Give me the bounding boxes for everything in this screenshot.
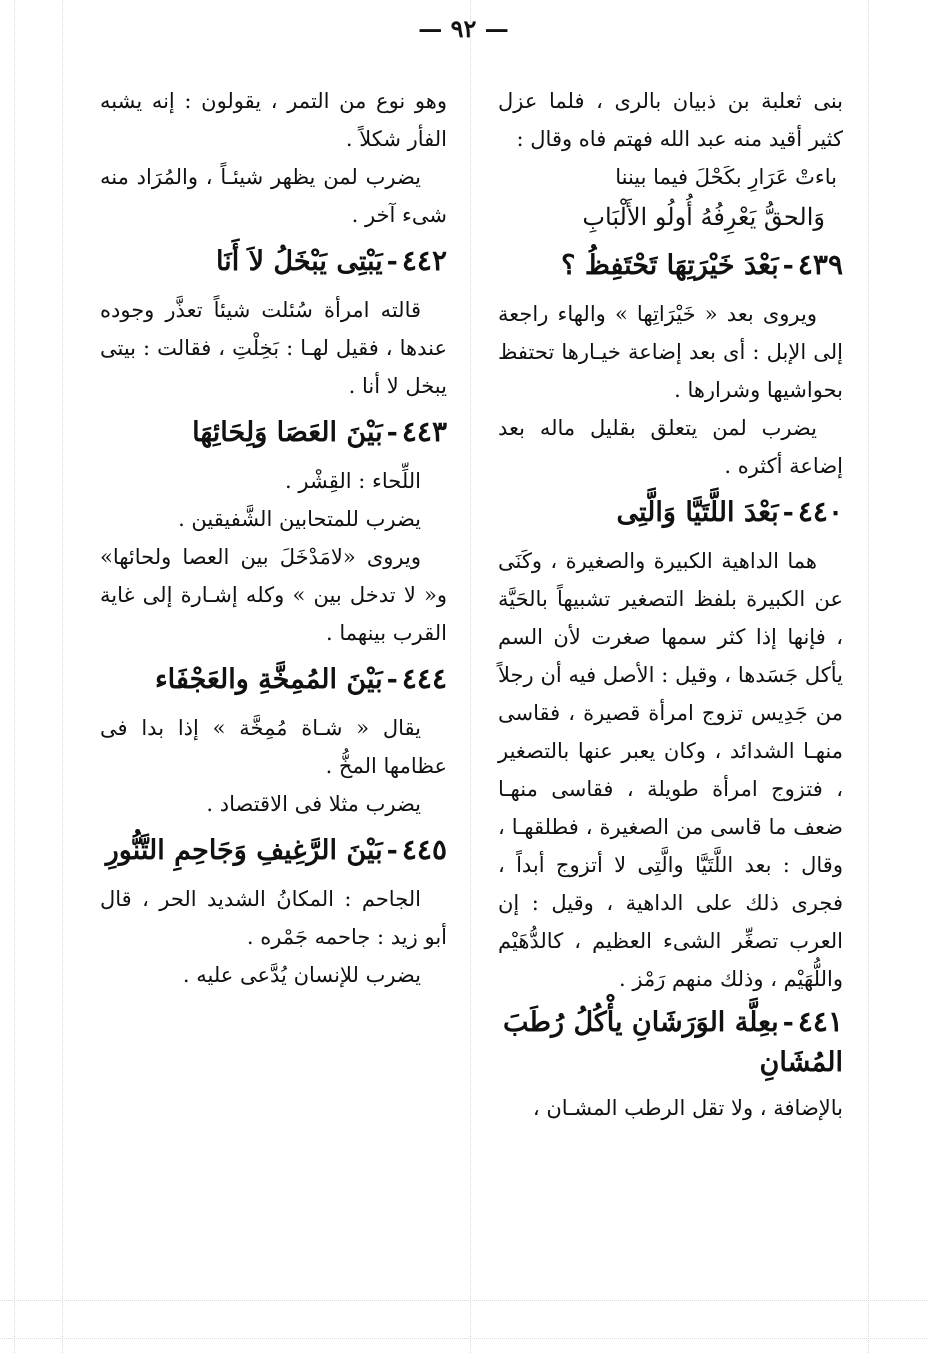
heading-dash: - bbox=[386, 246, 398, 277]
proverb-title: بَيْنَ الرَّغِيفِ وَجَاحِمِ التَّنُّورِ bbox=[105, 835, 383, 866]
proverb-title: بَعْدَ خَيْرَتِهَا تَحْتَفِظُ ؟ bbox=[561, 250, 779, 281]
proverb-title: بَيْنَ المُمِخَّةِ والعَجْفَاء bbox=[154, 664, 383, 695]
heading-dash: - bbox=[782, 250, 794, 281]
proverb-number: ٤٣٩ bbox=[797, 248, 843, 281]
verse-line: باءتْ عَرَارِ بكَحْلَ فيما بيننا bbox=[615, 165, 837, 189]
heading-dash: - bbox=[386, 835, 398, 866]
guide-line bbox=[0, 1338, 927, 1339]
proverb-title: بعِلَّة الوَرَشَانِ يأْكُلُ رُطَبَ المُشَانِ bbox=[503, 1007, 843, 1078]
proverb-heading bbox=[498, 1002, 843, 1083]
paragraph: وهو نوع من التمر ، يقولون : إنه يشبه الفأر شكلاً . bbox=[100, 89, 447, 151]
verse-line: وَالحقُّ يَعْرِفُهُ أُولُو الأَلْبَابِ bbox=[582, 203, 825, 231]
proverb-heading bbox=[100, 409, 447, 456]
paragraph: ويروى بعد « خَيْرَاتِها » والهاء راجعة إلى الإبل : أى بعد إضاعة خيـارها تحتفظ بحواشيها وشرارها . bbox=[498, 302, 843, 402]
page-number: — ٩٢ — bbox=[418, 14, 509, 43]
left-column bbox=[100, 82, 447, 994]
proverb-number: ٤٤٤ bbox=[401, 662, 447, 695]
heading-dash: - bbox=[386, 664, 398, 695]
proverb-heading bbox=[498, 489, 843, 536]
paragraph: اللِّحاء : القِشْر . bbox=[285, 469, 421, 493]
paragraph: يضرب لمن يتعلق بقليل ماله بعد إضاعة أكثره . bbox=[498, 416, 843, 478]
proverb-number: ٤٤٠ bbox=[797, 495, 843, 528]
guide-line bbox=[868, 0, 869, 1353]
paragraph: قالته امرأة سُئلت شيئاً تعذَّر وجوده عندها ، فقيل لهـا : بَخِلْتِ ، فقالت : بيتى يبخل لا أنا . bbox=[100, 298, 447, 398]
heading-dash: - bbox=[386, 417, 398, 448]
heading-dash: - bbox=[782, 497, 794, 528]
proverb-heading bbox=[100, 656, 447, 703]
proverb-heading bbox=[100, 238, 447, 285]
right-column bbox=[498, 82, 843, 1127]
proverb-number: ٤٤٢ bbox=[401, 244, 447, 277]
guide-line bbox=[62, 0, 63, 1353]
paragraph: بالإضافة ، ولا تقل الرطب المشـان ، bbox=[532, 1096, 843, 1120]
paragraph: يضرب للمتحابين الشَّفيقين . bbox=[178, 507, 421, 531]
guide-line bbox=[470, 0, 471, 1353]
paragraph: يضرب للإنسان يُدَّعى عليه . bbox=[182, 963, 421, 987]
proverb-title: بَعْدَ اللَّتَيَّا وَالَّتِى bbox=[616, 497, 779, 528]
proverb-number: ٤٤٥ bbox=[401, 833, 447, 866]
paragraph: هما الداهية الكبيرة والصغيرة ، وكَنَى عن الكبيرة بلفظ التصغير تشبيهاً بالحَيَّة ، فإنها إذا كثر سمها صغرت لأن السم يأكل جَسَدها ، وقيل : الأصل فيه أن رجلاً من جَدِيس تزوج امرأة قصيرة ، فقاسى منهـا الشدائد ، وكان يعبر عنها بالتصغير ، فتزوج امرأة طويلة ، فقاسى منهـا ضعف ما قاسى من الصغيرة ، فطلقهـا ، وقال : بعد اللَّتَيَّا والَّتِى لا أتزوج أبداً ، فجرى ذلك على الداهية ، وقيل : إن العرب تصغِّر الشىء العظيم ، كالدُّهَيْم واللُّهَيْم ، وذلك منهم رَمْز . bbox=[498, 549, 843, 991]
paragraph: يضرب لمن يظهر شيئـاً ، والمُرَاد منه شىء آخر . bbox=[100, 165, 447, 227]
heading-dash: - bbox=[782, 1007, 794, 1038]
proverb-title: بَيْنَ العَصَا وَلِحَائِهَا bbox=[192, 417, 383, 448]
guide-line bbox=[0, 1300, 927, 1301]
guide-line bbox=[14, 0, 15, 1353]
proverb-heading bbox=[498, 242, 843, 289]
paragraph: يقال « شـاة مُمِخَّة » إذا بدا فى عظامها المخُّ . bbox=[100, 716, 447, 778]
paragraph: ويروى «لامَدْخَلَ بين العصا ولحائها» و« لا تدخل بين » وكله إشـارة إلى غاية القرب بينهما . bbox=[100, 545, 447, 645]
paragraph: يضرب مثلا فى الاقتصاد . bbox=[206, 792, 421, 816]
proverb-title: يَبْتِى يَبْخَلُ لاَ أَنَا bbox=[215, 246, 383, 277]
paragraph: بنى ثعلبة بن ذبيان بالرى ، فلما عزل كثير أقيد منه عبد الله فهتم فاه وقال : bbox=[498, 89, 843, 151]
paragraph: الجاحم : المكانُ الشديد الحر ، قال أبو زيد : جاحمه جَمْره . bbox=[100, 887, 447, 949]
proverb-heading bbox=[100, 827, 447, 874]
proverb-number: ٤٤٣ bbox=[401, 415, 447, 448]
proverb-number: ٤٤١ bbox=[797, 1005, 843, 1038]
